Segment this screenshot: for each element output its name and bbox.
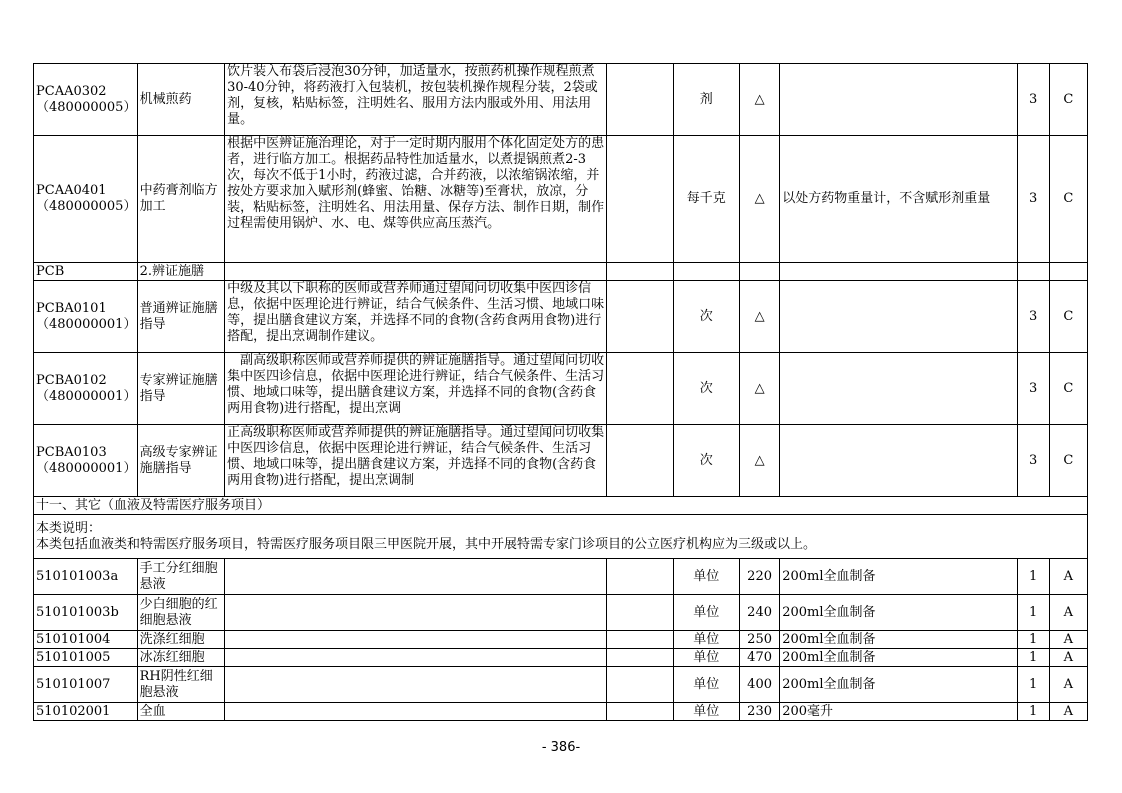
empty-cell xyxy=(607,559,673,595)
row-price: △ xyxy=(739,136,779,263)
row-name: 少白细胞的红细胞悬液 xyxy=(137,595,224,631)
row-price: △ xyxy=(739,353,779,425)
row-unit: 次 xyxy=(673,425,739,497)
empty-cell xyxy=(607,703,673,721)
empty-cell xyxy=(607,649,673,667)
row-name: 机械煎药 xyxy=(137,64,224,136)
row-name: 手工分红细胞悬液 xyxy=(137,559,224,595)
row-code: PCBA0101 （480000001） xyxy=(34,281,138,353)
row-name: 2.辨证施膳 xyxy=(137,263,224,281)
row-code: 510101003a xyxy=(34,559,138,595)
row-unit: 每千克 xyxy=(673,136,739,263)
empty-cell xyxy=(225,595,607,631)
row-note xyxy=(780,353,1017,425)
empty-cell xyxy=(225,667,607,703)
row-unit: 次 xyxy=(673,281,739,353)
section-title: 十一、其它（血液及特需医疗服务项目） xyxy=(34,497,1088,515)
row-price: 230 xyxy=(739,703,779,721)
row-level: 3 xyxy=(1017,281,1049,353)
empty-cell xyxy=(225,649,607,667)
row-unit: 单位 xyxy=(673,631,739,649)
row-price xyxy=(739,263,779,281)
row-class: C xyxy=(1049,353,1087,425)
row-unit: 单位 xyxy=(673,559,739,595)
section-desc: 本类包括血液类和特需医疗服务项目，特需医疗服务项目限三甲医院开展，其中开展特需专家门诊项目的公立医疗机构应为三级或以上。 xyxy=(36,536,817,552)
row-unit: 单位 xyxy=(673,667,739,703)
row-code: PCAA0302 （480000005） xyxy=(34,64,138,136)
row-price: △ xyxy=(739,281,779,353)
row-price: △ xyxy=(739,425,779,497)
row-content xyxy=(225,263,607,281)
row-note xyxy=(780,425,1017,497)
row-note xyxy=(780,281,1017,353)
row-class xyxy=(1049,263,1087,281)
page-number: - 386- xyxy=(541,740,581,755)
row-class: C xyxy=(1049,64,1087,136)
section-desc-label: 本类说明： xyxy=(36,520,102,536)
table-row xyxy=(34,263,1088,281)
row-class: A xyxy=(1049,631,1087,649)
row-level: 3 xyxy=(1017,64,1049,136)
table-row xyxy=(34,667,1088,703)
row-code: 510101004 xyxy=(34,631,138,649)
empty-cell xyxy=(607,353,673,425)
row-note: 200ml全血制备 xyxy=(780,631,1017,649)
row-unit: 次 xyxy=(673,353,739,425)
row-unit: 单位 xyxy=(673,649,739,667)
row-level xyxy=(1017,263,1049,281)
row-class: A xyxy=(1049,559,1087,595)
row-unit: 剂 xyxy=(673,64,739,136)
row-note xyxy=(780,263,1017,281)
row-level: 3 xyxy=(1017,353,1049,425)
row-name: 冰冻红细胞 xyxy=(137,649,224,667)
row-code: PCBA0103 （480000001） xyxy=(34,425,138,497)
row-name: 洗涤红细胞 xyxy=(137,631,224,649)
row-unit: 单位 xyxy=(673,595,739,631)
empty-cell xyxy=(607,263,673,281)
row-note: 200ml全血制备 xyxy=(780,667,1017,703)
row-name: 普通辨证施膳指导 xyxy=(137,281,224,353)
table-row xyxy=(34,281,1088,353)
row-content: 饮片装入布袋后浸泡30分钟，加适量水，按煎药机操作规程煎煮30-40分钟，将药液打入包装机，按包装机操作规程分装，2袋或剂，复核，粘贴标签，注明姓名、服用方法内服或外用、用法用量。 xyxy=(225,64,607,136)
empty-cell xyxy=(607,667,673,703)
row-level: 1 xyxy=(1017,631,1049,649)
table-row xyxy=(34,425,1088,497)
row-content: 根据中医辨证施治理论，对于一定时期内服用个体化固定处方的患者，进行临方加工。根据药品特性加适量水，以煮提锅煎煮2-3次，每次不低于1小时，药液过滤，合并药液，以浓缩锅浓缩，并按处方要求加入赋形剂(蜂蜜、饴糖、冰糖等)至膏状，放凉，分装，粘贴标签，注明姓名、用法用量、保存方法、制作日期，制作过程需使用锅炉、水、电、煤等供应高压蒸汽。 xyxy=(225,136,607,263)
row-name: RH阴性红细胞悬液 xyxy=(137,667,224,703)
row-class: C xyxy=(1049,136,1087,263)
row-note: 200毫升 xyxy=(780,703,1017,721)
row-level: 1 xyxy=(1017,595,1049,631)
row-note: 200ml全血制备 xyxy=(780,559,1017,595)
row-name: 中药膏剂临方加工 xyxy=(137,136,224,263)
row-level: 3 xyxy=(1017,136,1049,263)
row-note: 200ml全血制备 xyxy=(780,649,1017,667)
table-row xyxy=(34,559,1088,595)
row-class: C xyxy=(1049,425,1087,497)
empty-cell xyxy=(607,631,673,649)
row-price: 220 xyxy=(739,559,779,595)
row-note: 200ml全血制备 xyxy=(780,595,1017,631)
row-note xyxy=(780,64,1017,136)
section-desc-row xyxy=(34,515,1088,559)
row-content: 中级及其以下职称的医师或营养师通过望闻问切收集中医四诊信息，依据中医理论进行辨证，结合气候条件、生活习惯、地域口味等，提出膳食建议方案，并选择不同的食物(含药食两用食物)进行搭配，提出烹调制作建议。 xyxy=(225,281,607,353)
row-code: PCBA0102 （480000001） xyxy=(34,353,138,425)
row-level: 3 xyxy=(1017,425,1049,497)
fee-table xyxy=(33,63,1088,721)
row-code: PCAA0401 （480000005） xyxy=(34,136,138,263)
empty-cell xyxy=(607,64,673,136)
empty-cell xyxy=(607,595,673,631)
row-class: A xyxy=(1049,667,1087,703)
row-name: 专家辨证施膳指导 xyxy=(137,353,224,425)
row-price: 250 xyxy=(739,631,779,649)
row-price: 470 xyxy=(739,649,779,667)
row-level: 1 xyxy=(1017,667,1049,703)
table-row xyxy=(34,703,1088,721)
row-note: 以处方药物重量计，不含赋形剂重量 xyxy=(780,136,1017,263)
table-row xyxy=(34,649,1088,667)
row-unit: 单位 xyxy=(673,703,739,721)
row-code: 510101003b xyxy=(34,595,138,631)
row-name: 高级专家辨证施膳指导 xyxy=(137,425,224,497)
table-row xyxy=(34,353,1088,425)
table-row xyxy=(34,631,1088,649)
row-class: A xyxy=(1049,595,1087,631)
row-class: A xyxy=(1049,703,1087,721)
empty-cell xyxy=(225,703,607,721)
row-level: 1 xyxy=(1017,703,1049,721)
empty-cell xyxy=(225,559,607,595)
row-price: △ xyxy=(739,64,779,136)
empty-cell xyxy=(607,281,673,353)
section-title-row xyxy=(34,497,1088,515)
row-code: 510102001 xyxy=(34,703,138,721)
table-row xyxy=(34,64,1088,136)
row-unit xyxy=(673,263,739,281)
section-desc-cell xyxy=(34,515,1088,559)
table-row xyxy=(34,136,1088,263)
row-level: 1 xyxy=(1017,649,1049,667)
row-code: PCB xyxy=(34,263,138,281)
empty-cell xyxy=(607,425,673,497)
row-content: 副高级职称医师或营养师提供的辨证施膳指导。通过望闻问切收集中医四诊信息，依据中医理论进行辨证，结合气候条件、生活习惯、地域口味等，提出膳食建议方案，并选择不同的食物(含药食两用食物)进行搭配，提出烹调 xyxy=(225,353,607,425)
row-code: 510101005 xyxy=(34,649,138,667)
table-row xyxy=(34,595,1088,631)
empty-cell xyxy=(607,136,673,263)
empty-cell xyxy=(225,631,607,649)
row-price: 400 xyxy=(739,667,779,703)
row-class: C xyxy=(1049,281,1087,353)
row-class: A xyxy=(1049,649,1087,667)
row-level: 1 xyxy=(1017,559,1049,595)
row-code: 510101007 xyxy=(34,667,138,703)
row-name: 全血 xyxy=(137,703,224,721)
row-price: 240 xyxy=(739,595,779,631)
row-content: 正高级职称医师或营养师提供的辨证施膳指导。通过望闻问切收集中医四诊信息，依据中医理论进行辨证，结合气候条件、生活习惯、地域口味等，提出膳食建议方案，并选择不同的食物(含药食两用食物)进行搭配，提出烹调制 xyxy=(225,425,607,497)
